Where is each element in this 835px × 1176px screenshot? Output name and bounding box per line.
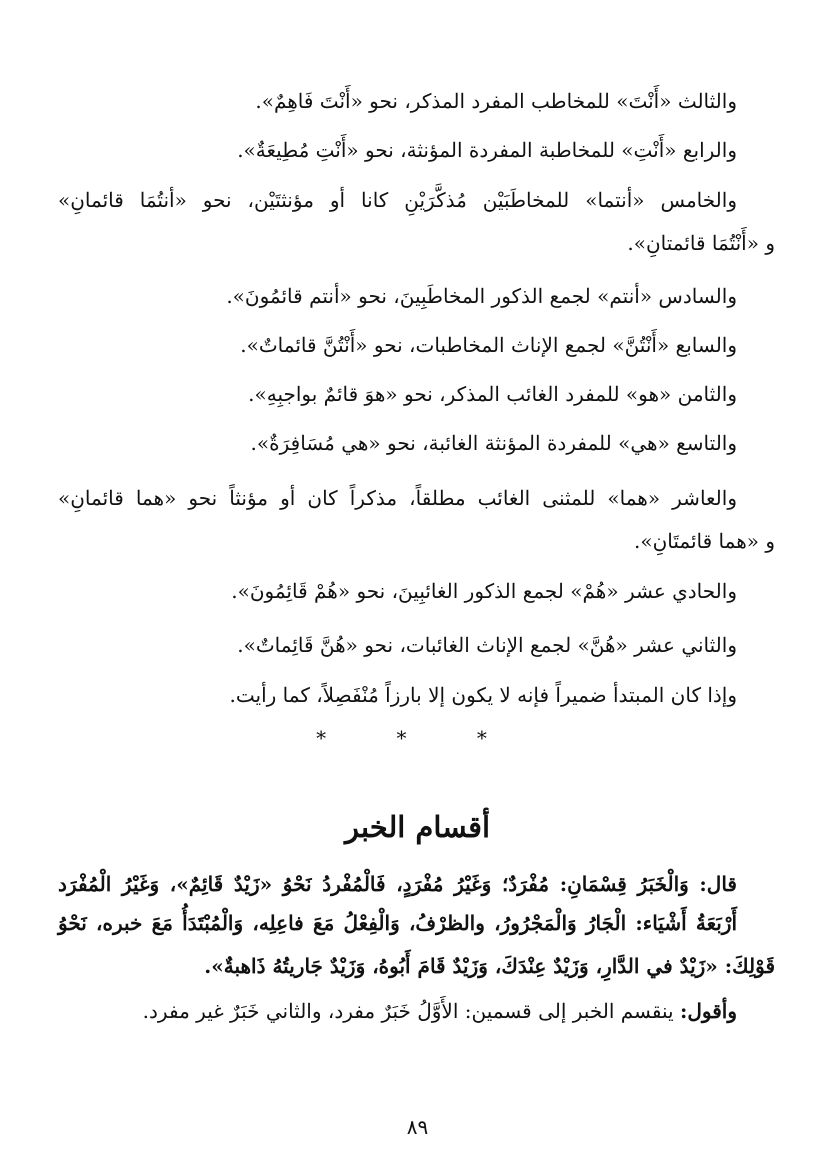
matn-line-2: أَرْبَعَةُ أَشْيَاء: الْجَارُ وَالْمَجْرُورُ، والظرْفُ، وَالْفِعْلُ مَعَ فاعِلِه، وَالْمُبْتَدَأُ مَعَ خبره، نَحْوُ bbox=[58, 911, 737, 935]
body-line-3: والخامس «أنتما» للمخاطَبَيْن مُذكَّرَيْنِ كانا أو مؤنثتَيْن، نحو «أنتُمَا قائمانِ» bbox=[58, 188, 737, 212]
page-number: ٨٩ bbox=[406, 1115, 429, 1139]
body-line-9: والعاشر «هما» للمثنى الغائب مطلقاً، مذكراً كان أو مؤنثاً نحو «هما قائمانِ» bbox=[58, 486, 737, 510]
matn-line-1: قال: وَالْخَبَرُ قِسْمَانِ: مُفْرَدٌ؛ وَغَيْرُ مُفْرَدٍ، فَالْمُفْردُ نَحْوُ «زَيْدٌ قَائِمٌ»، وَغَيْرُ الْمُفْرَد bbox=[58, 872, 737, 896]
body-line-1: والثالث «أَنْتَ» للمخاطب المفرد المذكر، نحو «أَنْتَ فَاهِمٌ». bbox=[255, 89, 737, 113]
section-heading: أقسام الخبر bbox=[344, 810, 491, 844]
body-line-4: و «أَنْتُمَا قائمتانِ». bbox=[627, 231, 775, 255]
commentary-line bbox=[143, 996, 737, 1026]
body-line-10: و «هما قائمتَانِ». bbox=[633, 529, 775, 553]
commentary-lead: وأقول: bbox=[679, 999, 737, 1023]
body-line-11: والحادي عشر «هُمْ» لجمع الذكور الغائبِينَ، نحو «هُمْ قَائِمُونَ». bbox=[231, 579, 737, 603]
commentary-text: ينقسم الخبر إلى قسمين: الأَوَّلُ خَبَرٌ مفرد، والثاني خَبَرٌ غير مفرد. bbox=[142, 999, 680, 1023]
body-line-7: والثامن «هو» للمفرد الغائب المذكر، نحو «هوَ قائمٌ بواجبِهِ». bbox=[248, 382, 737, 406]
matn-line-3: قَوْلِكَ: «زَيْدٌ في الدَّارِ، وَزَيْدٌ عِنْدَكَ، وَزَيْدٌ قَامَ أَبُوهُ، وَزَيْدٌ جَاريتُهُ ذَاهبةٌ». bbox=[204, 954, 775, 978]
body-line-2: والرابع «أَنْتِ» للمخاطبة المفردة المؤنثة، نحو «أَنْتِ مُطِيعَةٌ». bbox=[237, 138, 737, 162]
body-line-6: والسابع «أَنْتُنَّ» لجمع الإناث المخاطبات، نحو «أَنْتُنَّ قائماتٌ». bbox=[240, 333, 737, 357]
body-line-12: والثاني عشر «هُنَّ» لجمع الإناث الغائبات، نحو «هُنَّ قَائِماتٌ». bbox=[237, 633, 737, 657]
body-line-13: وإذا كان المبتدأ ضميراً فإنه لا يكون إلا بارزاً مُنْفَصِلاً، كما رأيت. bbox=[229, 683, 737, 707]
section-separator: * * * bbox=[316, 726, 519, 750]
body-line-8: والتاسع «هي» للمفردة المؤنثة الغائبة، نحو «هي مُسَافِرَةٌ». bbox=[250, 431, 737, 455]
body-line-5: والسادس «أنتم» لجمع الذكور المخاطَبِينَ، نحو «أنتم قائمُونَ». bbox=[226, 284, 737, 308]
